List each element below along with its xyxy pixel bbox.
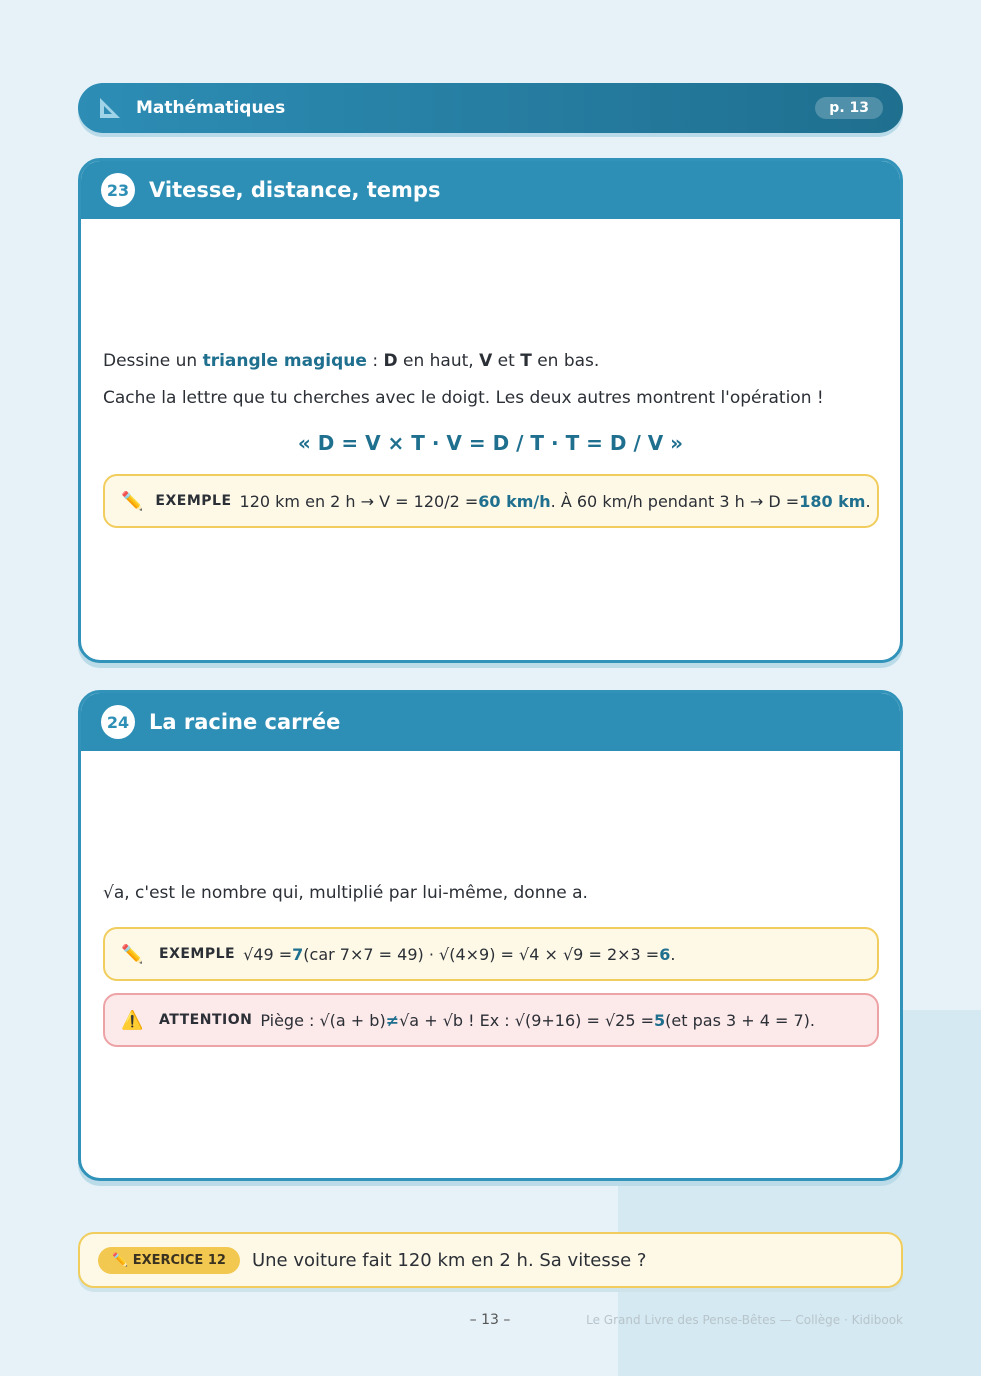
example-tag: EXEMPLE (159, 946, 236, 962)
card-header (81, 161, 900, 219)
result: 5 (654, 1010, 666, 1030)
paragraph: Cache la lettre que tu cherches avec le doigt. Les deux autres montrent l'opération ! (103, 388, 824, 408)
text: (et pas 3 + 4 = 7). (665, 1010, 816, 1030)
footer-source: Le Grand Livre des Pense-Bêtes — Collège · Kidibook (586, 1313, 903, 1327)
example-box (103, 927, 879, 981)
exercise-label (98, 1247, 240, 1274)
text: : (366, 351, 384, 371)
warning-box (103, 993, 879, 1047)
card-number: 23 (101, 173, 135, 207)
set-square-icon (98, 96, 122, 120)
text: . (865, 491, 871, 511)
warning-tag: ATTENTION (159, 1012, 253, 1028)
pencil-icon: ✏️ (112, 1252, 133, 1268)
card-speed-distance-time (78, 158, 903, 663)
letter-d: D (383, 351, 398, 371)
example-box (103, 474, 879, 528)
result: 7 (292, 944, 304, 964)
text: et (492, 351, 521, 371)
letter-v: V (479, 351, 493, 371)
exercise-box (78, 1232, 903, 1288)
text: 120 km en 2 h → V = 120/2 = (239, 491, 479, 511)
card-title: La racine carrée (149, 710, 341, 734)
card-number: 24 (101, 705, 135, 739)
card-square-root (78, 690, 903, 1181)
text: √a + √b ! Ex : √(9+16) = √25 = (399, 1010, 655, 1030)
text: √49 = (243, 944, 293, 964)
subject-title: Mathématiques (136, 98, 286, 118)
highlight: triangle magique (202, 351, 367, 371)
result: 6 (659, 944, 671, 964)
text: (car 7×7 = 49) · √(4×9) = √4 × √9 = 2×3 = (303, 944, 660, 964)
paragraph: √a, c'est le nombre qui, multiplié par lui-même, donne a. (103, 883, 588, 903)
page-badge: p. 13 (815, 97, 883, 119)
formula: « D = V × T · V = D / T · T = D / V » (297, 431, 684, 455)
not-equal: ≠ (385, 1010, 400, 1030)
warning-icon: ⚠️ (121, 1009, 144, 1031)
result: 180 km (799, 491, 866, 511)
text: Dessine un (103, 351, 203, 371)
letter-t: T (520, 351, 532, 371)
card-title: Vitesse, distance, temps (149, 178, 441, 202)
text: . À 60 km/h pendant 3 h → D = (550, 491, 800, 511)
pencil-icon: ✏️ (121, 490, 144, 512)
footer-page-number: – 13 – (469, 1312, 511, 1328)
text: . (670, 944, 676, 964)
example-tag: EXEMPLE (155, 493, 232, 509)
text: en bas. (531, 351, 600, 371)
exercise-label-text: EXERCICE 12 (132, 1252, 226, 1268)
text: en haut, (397, 351, 480, 371)
result: 60 km/h (478, 491, 551, 511)
text: Piège : √(a + b) (260, 1010, 386, 1030)
card-header (81, 693, 900, 751)
pencil-icon: ✏️ (121, 943, 144, 965)
subject-header (78, 83, 903, 133)
exercise-text: Une voiture fait 120 km en 2 h. Sa vitesse ? (251, 1249, 647, 1271)
paragraph (103, 351, 599, 371)
